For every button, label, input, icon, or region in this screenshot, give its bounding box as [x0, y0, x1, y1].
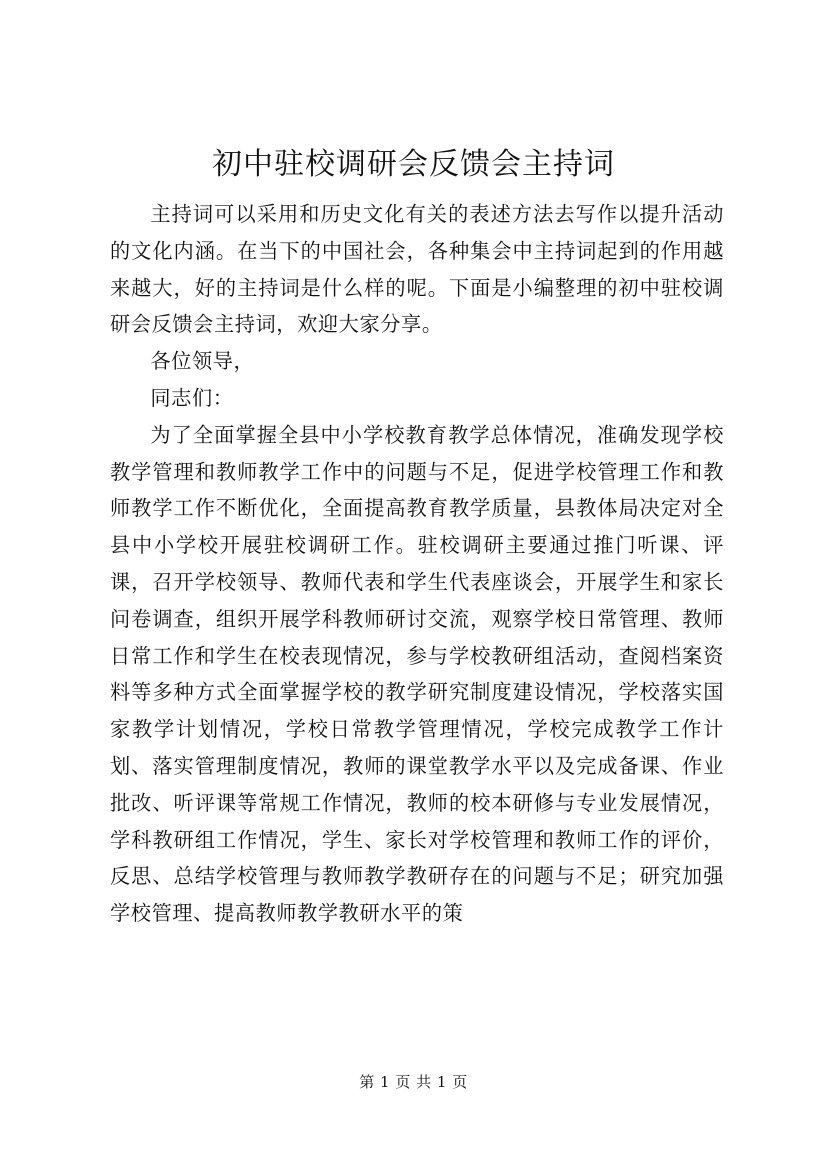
salutation-comrades: 同志们：: [150, 385, 234, 410]
salutation-leaders: 各位领导，: [150, 349, 255, 374]
intro-paragraph: 主持词可以采用和历史文化有关的表述方法去写作以提升活动的文化内涵。在当下的中国社会，各种集会中主持词起到的作用越来越大，好的主持词是什么样的呢。下面是小编整理的初中驻校调研会反馈会主持词，欢迎大家分享。: [110, 202, 724, 337]
page-footer: 第 1 页 共 1 页: [359, 1073, 468, 1091]
document-title: 初中驻校调研会反馈会主持词: [212, 147, 615, 182]
document-body: [110, 196, 724, 932]
main-paragraph: 为了全面掌握全县中小学校教育教学总体情况，准确发现学校教学管理和教师教学工作中的问题与不足，促进学校管理工作和教师教学工作不断优化，全面提高教育教学质量，县教体局决定对全县中小学校开展驻校调研工作。驻校调研主要通过推门听课、评课，召开学校领导、教师代表和学生代表座谈会，开展学生和家长问卷调查，组织开展学科教师研讨交流，观察学校日常管理、教师日常工作和学生在校表现情况，参与学校教研组活动，查阅档案资料等多种方式全面掌握学校的教学研究制度建设情况，学校落实国家教学计划情况，学校日常教学管理情况，学校完成教学工作计划、落实管理制度情况，教师的课堂教学水平以及完成备课、作业批改、听评课等常规工作情况，教师的校本研修与专业发展情况，学科教研组工作情况，学生、家长对学校管理和教师工作的评价，反思、总结学校管理与教师教学教研存在的问题与不足；研究加强学校管理、提高教师教学教研水平的策: [110, 422, 724, 926]
